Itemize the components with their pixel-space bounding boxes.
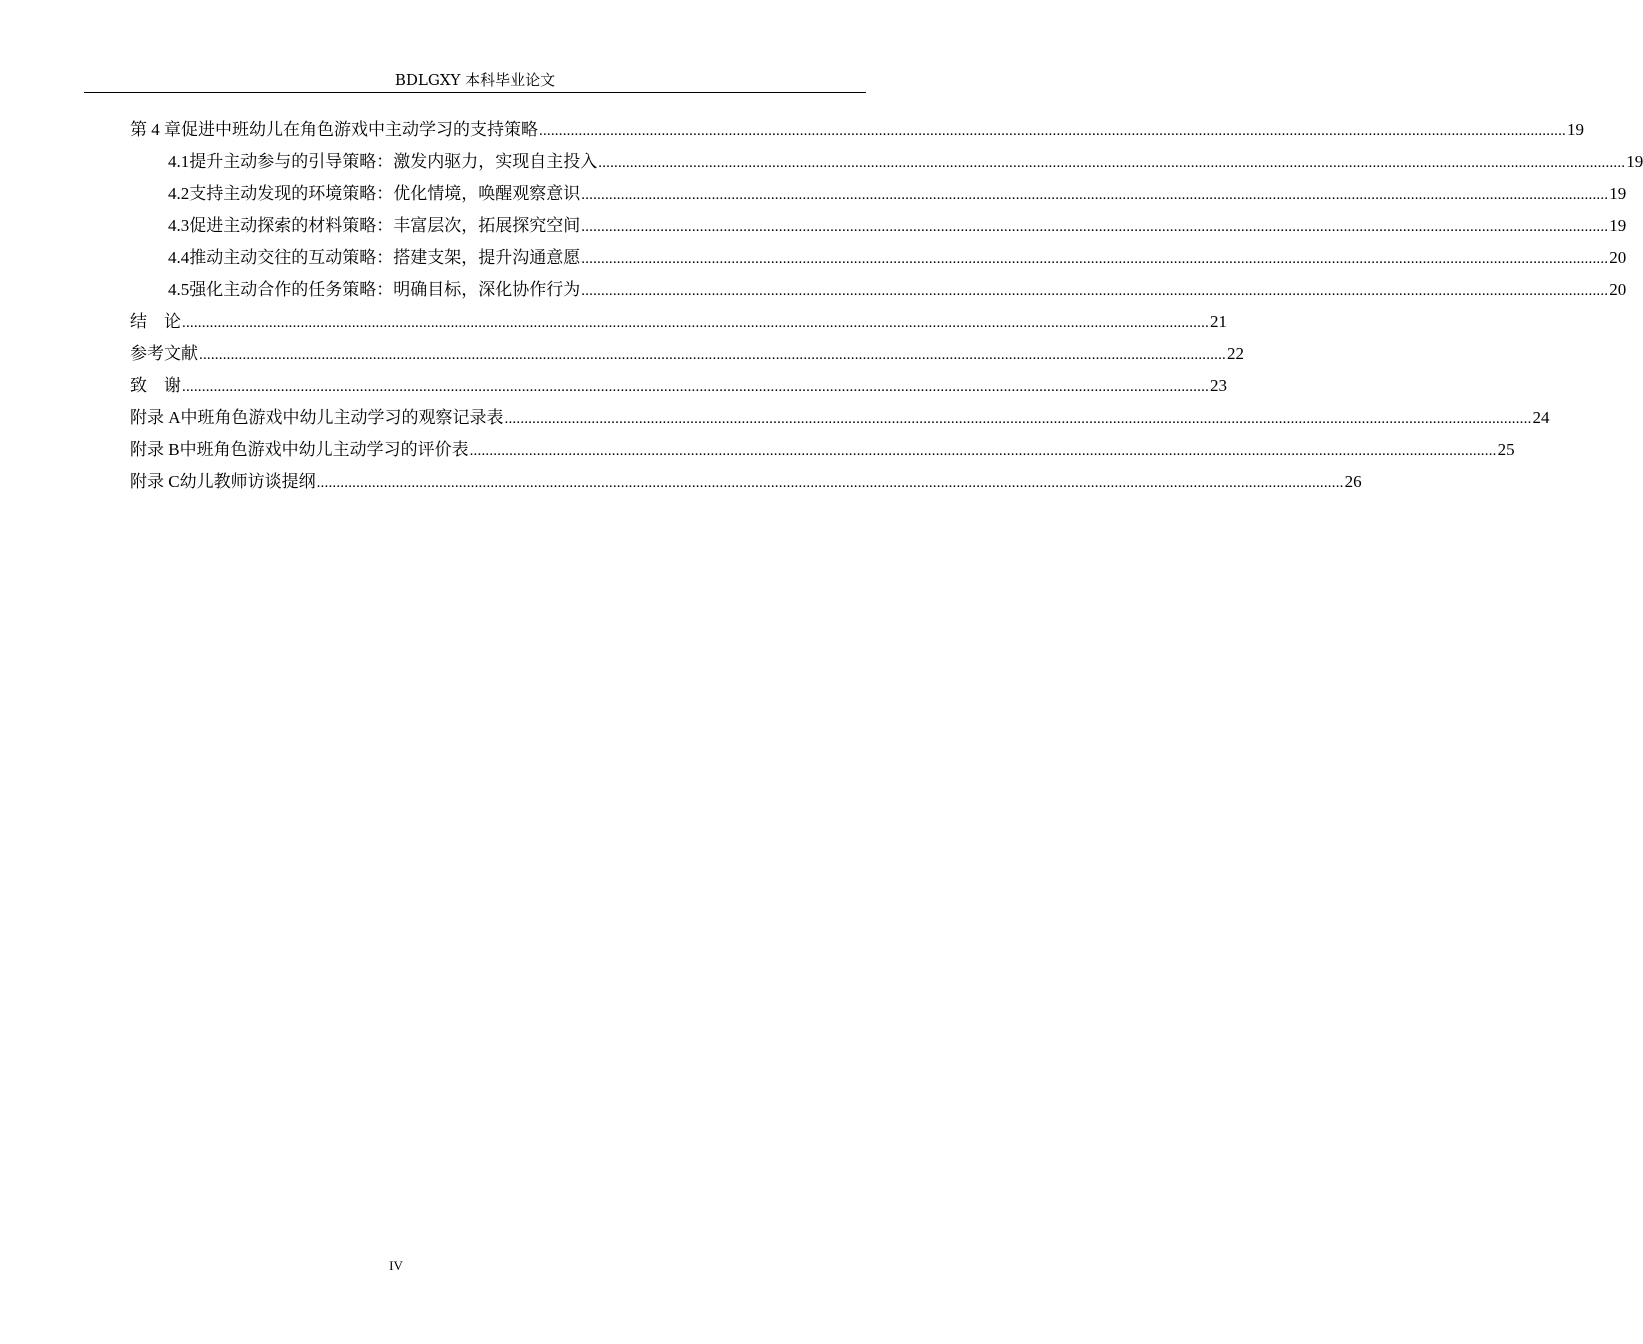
dot-leader: ....................................................................................................................................................................................................................................................................	[316, 475, 1344, 491]
toc-entry-acknowledgements[interactable]	[130, 372, 1227, 400]
toc-entry-section-4-1[interactable]	[168, 148, 1643, 176]
dot-leader: ....................................................................................................................................................................................................................................................................	[581, 283, 1609, 299]
toc-entry-number: 4.2	[168, 184, 190, 203]
toc-entry-page: 23	[1210, 376, 1227, 395]
toc-entry-conclusion[interactable]	[130, 308, 1227, 336]
dot-leader: ....................................................................................................................................................................................................................................................................	[581, 187, 1609, 203]
dot-leader: ....................................................................................................................................................................................................................................................................	[182, 379, 1209, 395]
toc-entry-page: 19	[1609, 184, 1627, 203]
toc-entry-section-4-3[interactable]	[168, 212, 1627, 240]
dot-leader: ....................................................................................................................................................................................................................................................................	[199, 347, 1226, 363]
toc-entry-section-4-5[interactable]	[168, 276, 1627, 304]
dot-leader: ....................................................................................................................................................................................................................................................................	[504, 411, 1532, 427]
toc-entry-number: 4.5	[168, 280, 190, 299]
toc-entry-page: 22	[1227, 344, 1244, 363]
toc-entry-number: 附录 A	[130, 408, 181, 427]
toc-entry-references[interactable]	[130, 340, 1244, 368]
page-footer	[0, 1258, 792, 1274]
dot-leader: ....................................................................................................................................................................................................................................................................	[581, 251, 1609, 267]
toc-entry-page: 20	[1609, 248, 1627, 267]
toc-entry-title: 幼儿教师访谈提纲	[179, 472, 316, 492]
page-number: IV	[389, 1258, 403, 1273]
toc-entry-title: 促进主动探索的材料策略：丰富层次，拓展探究空间	[189, 216, 581, 236]
toc-entry-page: 24	[1532, 408, 1550, 427]
toc-entry-number: 第 4 章	[130, 120, 181, 139]
toc-entry-appendix-c[interactable]	[130, 468, 1362, 496]
toc-entry-number: 附录 C	[130, 472, 180, 491]
dot-leader: ....................................................................................................................................................................................................................................................................	[469, 443, 1497, 459]
toc-entry-number: 4.3	[168, 216, 190, 235]
toc-entry-title: 中班角色游戏中幼儿主动学习的评价表	[179, 440, 469, 460]
page-header	[84, 70, 866, 93]
toc-entry-title: 提升主动参与的引导策略：激发内驱力，实现自主投入	[189, 152, 598, 172]
toc-entry-title: 参考文献	[130, 344, 198, 364]
toc-entry-title: 结 论	[130, 312, 181, 332]
header-title: BDLGXY 本科毕业论文	[394, 71, 556, 89]
dot-leader: ....................................................................................................................................................................................................................................................................	[539, 123, 1566, 139]
toc-entry-title: 致 谢	[130, 376, 181, 396]
toc-entry-title: 强化主动合作的任务策略：明确目标，深化协作行为	[189, 280, 581, 300]
toc-entry-title: 促进中班幼儿在角色游戏中主动学习的支持策略	[181, 120, 538, 140]
toc-entry-page: 19	[1626, 152, 1643, 171]
toc-entry-number: 附录 B	[130, 440, 180, 459]
toc-entry-number: 4.4	[168, 248, 190, 267]
toc-entry-page: 21	[1210, 312, 1227, 331]
toc-entry-number: 4.1	[168, 152, 190, 171]
toc-entry-appendix-a[interactable]	[130, 404, 1550, 432]
toc-entry-section-4-2[interactable]	[168, 180, 1627, 208]
toc-entry-section-4-4[interactable]	[168, 244, 1627, 272]
toc-entry-title: 中班角色游戏中幼儿主动学习的观察记录表	[180, 408, 504, 428]
toc-entry-page: 20	[1609, 280, 1627, 299]
toc-entry-page: 19	[1567, 120, 1584, 139]
toc-entry-title: 推动主动交往的互动策略：搭建支架，提升沟通意愿	[189, 248, 581, 268]
dot-leader: ....................................................................................................................................................................................................................................................................	[581, 219, 1609, 235]
toc-entry-page: 26	[1344, 472, 1362, 491]
toc-entry-page: 25	[1497, 440, 1515, 459]
toc-entry-appendix-b[interactable]	[130, 436, 1515, 464]
dot-leader: ....................................................................................................................................................................................................................................................................	[182, 315, 1209, 331]
dot-leader: ....................................................................................................................................................................................................................................................................	[598, 155, 1626, 171]
toc-entry-chapter-4[interactable]	[130, 116, 1584, 144]
toc-entry-title: 支持主动发现的环境策略：优化情境，唤醒观察意识	[189, 184, 581, 204]
toc-entry-page: 19	[1609, 216, 1627, 235]
